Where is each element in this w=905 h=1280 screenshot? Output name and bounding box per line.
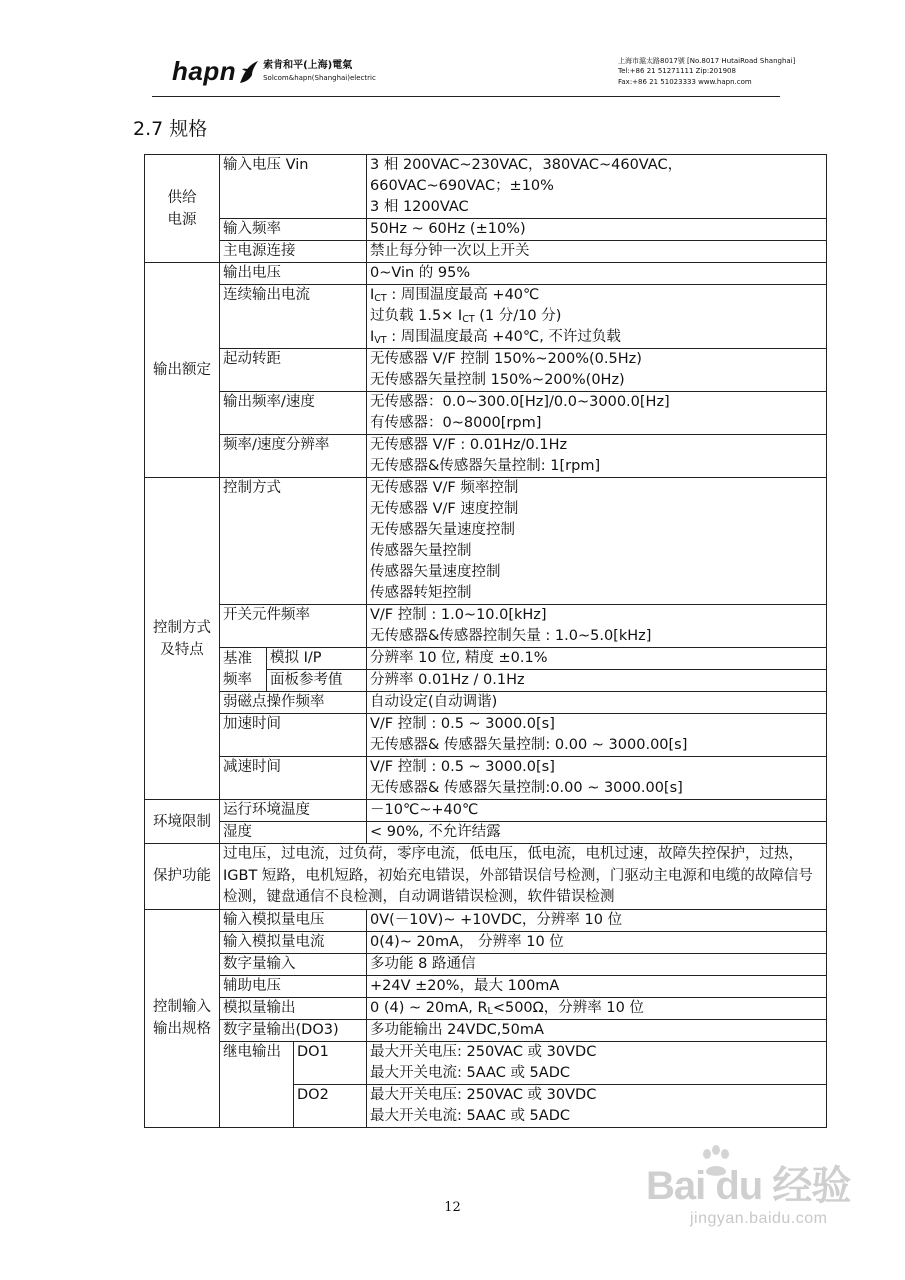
value-protection-functions: 过电压，过电流，过负荷，零序电流，低电压，低电流，电机过速，故障失控保护，过热，IGBT 短路，电机短路，初始充电错误，外部错误信号检测，门驱动主电源和电缆的故障信号检测，键盘通信不良检测，自动调谐错误检测，软件错误检测: [220, 844, 827, 910]
table-row: [145, 1019, 827, 1041]
category-io: 控制输入 输出规格: [145, 909, 220, 1127]
label-digital-output: 数字量输出(DO3): [220, 1019, 367, 1041]
table-row: [145, 953, 827, 975]
label-main-power-connection: 主电源连接: [220, 241, 367, 263]
label-analog-current-input: 输入模拟量电流: [220, 931, 367, 953]
value-continuous-current: $I_{CT}$ : 周围温度最高 +40℃ 过负载 $1.5\times I_{CT}$ (1 分/10 分) $I_{VT}$ : 周围温度最高 +40℃, 不许过负载: [367, 285, 827, 349]
label-input-frequency: 输入频率: [220, 219, 367, 241]
table-row: [145, 714, 827, 757]
table-row: [145, 997, 827, 1019]
table-row: [145, 478, 827, 605]
label-humidity: 湿度: [220, 822, 367, 844]
table-row: [145, 692, 827, 714]
label-reference-frequency: 基准 频率: [220, 648, 267, 692]
watermark-brand: Bai du 经验: [646, 1164, 851, 1208]
label-resolution: 频率/速度分辨率: [220, 435, 367, 478]
value-main-power-connection: 禁止每分钟一次以上开关: [367, 241, 827, 263]
value-acceleration-time: V/F 控制 : 0.5 ~ 3000.0[s] 无传感器& 传感器矢量控制: 0.00 ~ 3000.00[s]: [367, 714, 827, 757]
label-auxiliary-voltage: 辅助电压: [220, 975, 367, 997]
category-control: 控制方式 及特点: [145, 478, 220, 800]
logo-text: [263, 60, 376, 84]
label-control-method: 控制方式: [220, 478, 367, 605]
table-row: [145, 931, 827, 953]
table-row: [145, 975, 827, 997]
category-power: 供给 电源: [145, 155, 220, 263]
company-address: [618, 56, 795, 87]
table-row: [145, 219, 827, 241]
page-number: 12: [444, 1200, 461, 1215]
value-starting-torque: 无传感器 V/F 控制 150%~200%(0.5Hz) 无传感器矢量控制 150%~200%(0Hz): [367, 349, 827, 392]
value-analog-output: 0 (4) ~ 20mA, $R_L<500\Omega$，分辨率 10 位: [367, 997, 827, 1019]
label-relay-output: 继电输出: [220, 1041, 294, 1127]
table-row: [145, 822, 827, 844]
table-row: [145, 757, 827, 800]
table-row: [145, 155, 827, 219]
value-field-weakening: 自动设定(自动调谐): [367, 692, 827, 714]
label-field-weakening: 弱磁点操作频率: [220, 692, 367, 714]
table-row: [145, 349, 827, 392]
table-row: [145, 241, 827, 263]
table-row: [145, 909, 827, 931]
table-row: [145, 800, 827, 822]
table-row: [145, 435, 827, 478]
value-humidity: < 90%, 不允许结露: [367, 822, 827, 844]
label-deceleration-time: 减速时间: [220, 757, 367, 800]
label-analog-voltage-input: 输入模拟量电压: [220, 909, 367, 931]
table-row: [145, 392, 827, 435]
label-acceleration-time: 加速时间: [220, 714, 367, 757]
watermark-site: jingyan.baidu.com: [690, 1210, 828, 1227]
table-row: [145, 1041, 827, 1084]
spec-table: [144, 154, 827, 1128]
value-panel-reference: 分辨率 0.01Hz / 0.1Hz: [367, 670, 827, 692]
page-header: [152, 50, 796, 97]
category-environment: 环境限制: [145, 800, 220, 844]
value-do1: 最大开关电压: 250VAC 或 30VDC 最大开关电流: 5AAC 或 5ADC: [367, 1041, 827, 1084]
value-do2: 最大开关电压: 250VAC 或 30VDC 最大开关电流: 5AAC 或 5ADC: [367, 1084, 827, 1127]
section-title: 2.7 规格: [133, 118, 208, 140]
value-analog-voltage-input: 0V(－10V)~ +10VDC，分辨率 10 位: [367, 909, 827, 931]
value-operating-temperature: －10℃~+40℃: [367, 800, 827, 822]
baidu-watermark: [646, 1140, 861, 1240]
fax-line: Fax:+86 21 51023333 www.hapn.com: [618, 77, 752, 86]
phone-line: Tel:+86 21 51271111 Zip:201908: [618, 67, 736, 76]
address-line: 上海市滬太路8017號 [No.8017 HutaiRoad Shanghai]: [618, 57, 796, 65]
label-output-frequency: 输出频率/速度: [220, 392, 367, 435]
category-output: 输出额定: [145, 263, 220, 478]
category-protection: 保护功能: [145, 844, 220, 910]
bird-logo-icon: [238, 59, 260, 85]
value-digital-input: 多功能 8 路通信: [367, 953, 827, 975]
label-panel-reference: 面板参考值: [267, 670, 367, 692]
value-deceleration-time: V/F 控制 : 0.5 ~ 3000.0[s] 无传感器& 传感器矢量控制:0.00 ~ 3000.00[s]: [367, 757, 827, 800]
value-resolution: 无传感器 V/F : 0.01Hz/0.1Hz 无传感器&传感器矢量控制: 1[rpm]: [367, 435, 827, 478]
table-row: [145, 648, 827, 670]
table-row: [145, 605, 827, 648]
label-output-voltage: 输出电压: [220, 263, 367, 285]
label-continuous-current: 连续输出电流: [220, 285, 367, 349]
label-do1: DO1: [294, 1041, 367, 1084]
logo-wordmark: hapn: [172, 56, 237, 86]
logo-company-cn: 索肯和平(上海)電氣: [263, 59, 353, 71]
label-switching-frequency: 开关元件频率: [220, 605, 367, 648]
table-row: [145, 263, 827, 285]
label-starting-torque: 起动转距: [220, 349, 367, 392]
label-operating-temperature: 运行环境温度: [220, 800, 367, 822]
table-row: [145, 844, 827, 910]
logo-company-en: Solcom&hapn(Shanghai)electric: [263, 73, 376, 82]
value-output-frequency: 无传感器：0.0~300.0[Hz]/0.0~3000.0[Hz] 有传感器：0~8000[rpm]: [367, 392, 827, 435]
value-switching-frequency: V/F 控制 : 1.0~10.0[kHz] 无传感器&传感器控制矢量 : 1.0~5.0[kHz]: [367, 605, 827, 648]
company-logo: [172, 56, 376, 87]
label-do2: DO2: [294, 1084, 367, 1127]
value-input-frequency: 50Hz ~ 60Hz (±10%): [367, 219, 827, 241]
value-analog-input: 分辨率 10 位, 精度 ±0.1%: [367, 648, 827, 670]
label-input-voltage: 输入电压 Vin: [220, 155, 367, 219]
table-row: [145, 285, 827, 349]
label-analog-output: 模拟量输出: [220, 997, 367, 1019]
label-digital-input: 数字量输入: [220, 953, 367, 975]
value-output-voltage: 0~Vin 的 95%: [367, 263, 827, 285]
value-digital-output: 多功能输出 24VDC,50mA: [367, 1019, 827, 1041]
value-input-voltage: 3 相 200VAC~230VAC，380VAC~460VAC， 660VAC~690VAC；±10% 3 相 1200VAC: [367, 155, 827, 219]
value-control-method: 无传感器 V/F 频率控制 无传感器 V/F 速度控制 无传感器矢量速度控制 传感器矢量控制 传感器矢量速度控制 传感器转矩控制: [367, 478, 827, 605]
label-analog-input: 模拟 I/P: [267, 648, 367, 670]
value-auxiliary-voltage: +24V ±20%，最大 100mA: [367, 975, 827, 997]
value-analog-current-input: 0(4)~ 20mA， 分辨率 10 位: [367, 931, 827, 953]
